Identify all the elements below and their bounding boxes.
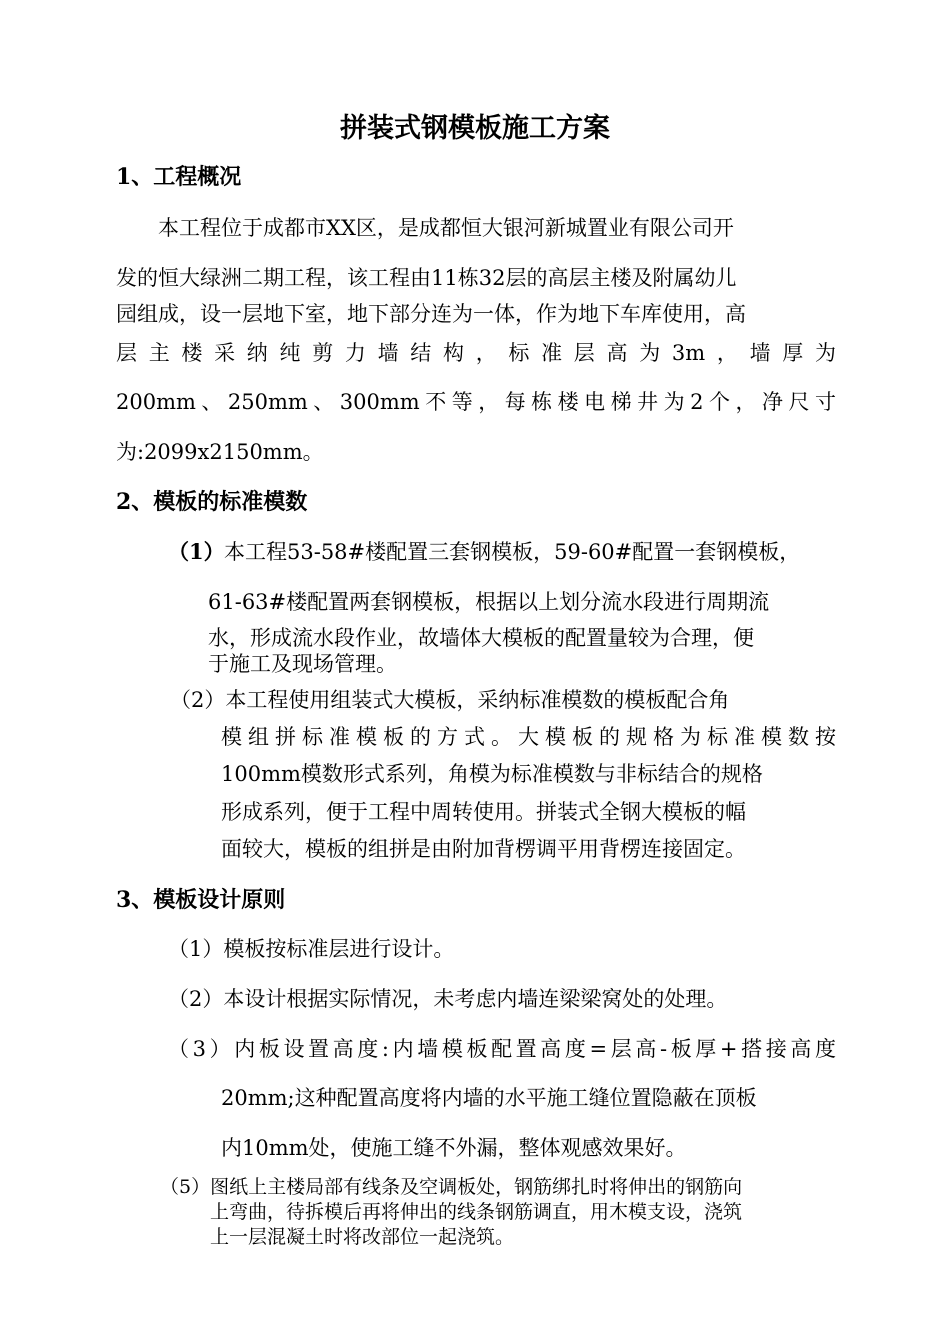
section-3-item-3-line: 内10mm处，使施工缝不外漏，整体观感效果好。 [221,1136,687,1160]
section-1-line: 发的恒大绿洲二期工程，该工程由11栋32层的高层主楼及附属幼儿 [116,266,737,290]
section-3-item-1: （1）模板按标准层进行设计。 [168,937,455,961]
section-2-item-1-line: 于施工及现场管理。 [208,652,397,676]
section-2-item-2-line: 面较大，模板的组拼是由附加背楞调平用背楞连接固定。 [221,837,746,861]
section-3-item-5-line: 上弯曲，待拆模后再将伸出的线条钢筋调直，用木模支设，浇筑 [210,1201,743,1223]
section-3-item-5-line: （5）图纸上主楼局部有线条及空调板处，钢筋绑扎时将伸出的钢筋向 [160,1176,743,1198]
section-2-item-2-line: 模组拼标准模板的方式。大模板的规格为标准模数按 [221,725,836,749]
section-1-line: 园组成，设一层地下室，地下部分连为一体，作为地下车库使用，高 [116,302,746,326]
section-1-line: 200mm、250mm、300mm不等，每栋楼电梯井为2个，净尺寸 [116,390,836,414]
section-3-item-5-line: 上一层混凝土时将改部位一起浇筑。 [210,1226,515,1248]
section-3-item-3-line: （3）内板设置高度:内墙模板配置高度=层高-板厚+搭接高度 [168,1037,836,1061]
section-1-line: 为:2099x2150mm。 [116,440,324,464]
section-3-item-2: （2）本设计根据实际情况，未考虑内墙连梁梁窝处的处理。 [168,987,728,1011]
section-2-item-2-line: 形成系列，便于工程中周转使用。拼装式全钢大模板的幅 [221,800,746,824]
section-3-item-3-line: 20mm;这种配置高度将内墙的水平施工缝位置隐蔽在顶板 [221,1086,757,1110]
section-2-item-1-line: 水，形成流水段作业，故墙体大模板的配置量较为合理，便 [208,626,754,650]
section-1-line: 本工程位于成都市XX区，是成都恒大银河新城置业有限公司开 [158,216,734,240]
page-title: 拼装式钢模板施工方案 [340,113,610,144]
section-1-heading: 1、工程概况 [116,164,242,190]
section-2-item-1-line: 本工程53-58#楼配置三套钢模板，59-60#配置一套钢模板， [224,540,801,564]
section-3-heading: 3、模板设计原则 [116,887,286,913]
section-2-item-1-line: 61-63#楼配置两套钢模板，根据以上划分流水段进行周期流 [208,590,770,614]
section-2-item-2-line: （2）本工程使用组装式大模板，采纳标准模数的模板配合角 [170,688,730,712]
item-number: （1） [168,539,225,564]
section-2-item-2-line: 100mm模数形式系列，角模为标准模数与非标结合的规格 [221,762,763,786]
section-2-heading: 2、模板的标准模数 [116,489,308,515]
section-1-line: 层主楼采纳纯剪力墙结构，标准层高为3m，墙厚为 [116,341,836,365]
